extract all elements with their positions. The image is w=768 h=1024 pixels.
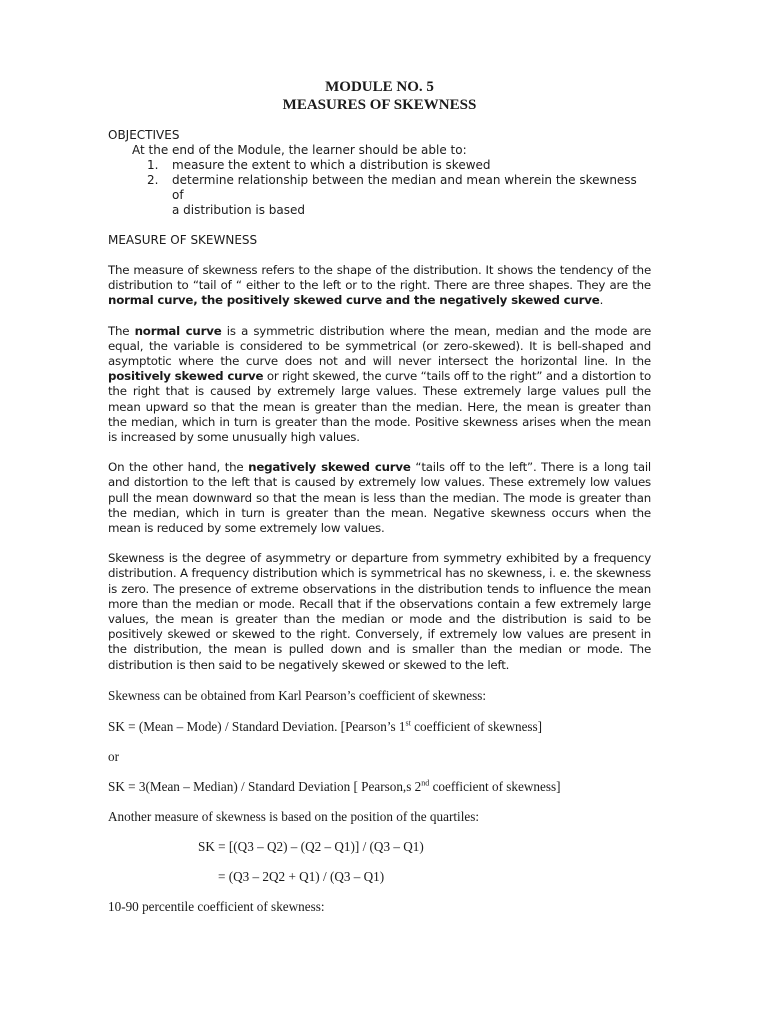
formula-pearson-second <box>108 779 651 795</box>
paragraph-intro <box>108 263 651 309</box>
objective-number: 1. <box>147 158 159 172</box>
objective-number: 2. <box>147 173 159 187</box>
formula-text: SK = (Mean – Mode) / Standard Deviation. [Pearson’s 1 <box>108 718 406 734</box>
paragraph-text: is a symmetric distribution where the mean, median and the mode are equal, the variable is considered to be symmetrical (or zero-skewed). It is bell-shaped and asymptotic where the curve does not and will never intersect the horizontal line. In the <box>108 323 652 369</box>
formula-superscript: nd <box>421 778 430 788</box>
quartile-intro: Another measure of skewness is based on the position of the quartiles: <box>108 808 480 824</box>
paragraph-bold-text: negatively skewed curve <box>248 460 411 475</box>
paragraph-text: “tails off to the left”. There is a long tail and distortion to the left that is caused by extremely low values. These extremely low values pull the mean downward so that the mean is less than the median. The mode is greater than the median, which in turn is greater than the mean. Negative skewness occurs when the mean is reduced by some extremely low values. <box>108 460 652 536</box>
quartile-formula: SK = [(Q3 – Q2) – (Q2 – Q1)] / (Q3 – Q1) <box>198 838 424 854</box>
paragraph-bold-text: normal curve <box>134 323 222 338</box>
title-block <box>108 78 651 114</box>
formula-superscript: st <box>405 718 411 728</box>
quartile-formula-simplified: = (Q3 – 2Q2 + Q1) / (Q3 – Q1) <box>218 868 385 884</box>
document-page <box>108 78 651 930</box>
objective-text: measure the extent to which a distribution is skewed <box>172 158 491 172</box>
paragraph-text: The measure of skewness refers to the shape of the distribution. It shows the tendency of the distribution to “tail of “ either to the left or to the right. There are three shapes. They are the <box>108 263 651 293</box>
paragraph-text: or right skewed, the curve “tails off to the right” and a distortion to the right that is caused by extremely large values. These extremely large values pull the mean upward so that the mean is greater than the median. Here, the mean is greater than the median, which in turn is greater than the mode. Positive skewness arises when the mean is increased by some unusually high values. <box>108 369 651 445</box>
objective-item <box>147 158 651 173</box>
paragraph-text: The <box>108 323 135 338</box>
formula-text: SK = 3(Mean – Median) / Standard Deviation [ Pearson,s 2 <box>108 778 422 794</box>
section-heading: MEASURE OF SKEWNESS <box>108 233 258 247</box>
pearson-intro: Skewness can be obtained from Karl Pearson’s coefficient of skewness: <box>108 687 487 703</box>
objective-text-continued: a distribution is based <box>172 203 305 217</box>
paragraph-bold-text: positively skewed curve <box>108 369 264 384</box>
objectives-list <box>108 158 651 218</box>
formula-text: coefficient of skewness] <box>410 718 543 734</box>
or-text: or <box>108 748 119 764</box>
formula-pearson-first <box>108 719 651 735</box>
objective-item <box>147 173 651 218</box>
objective-text: determine relationship between the median and mean wherein the skewness of <box>172 173 637 202</box>
paragraph-bold-text: normal curve, the positively skewed curve and the negatively skewed curve <box>108 293 600 308</box>
paragraph-text: . <box>599 293 604 308</box>
paragraph-normal-curve <box>108 324 651 446</box>
objectives-intro: At the end of the Module, the learner should be able to: <box>132 143 467 157</box>
percentile-heading: 10-90 percentile coefficient of skewness: <box>108 898 325 914</box>
paragraph-skewness-definition: Skewness is the degree of asymmetry or departure from symmetry exhibited by a frequency distribution. A frequency distribution which is symmetrical has no skewness, i. e. the skewness is zero. The presence of extreme observations in the distribution tends to influence the mean more than the median or mode. Recall that if the observations contain a few extremely large values, the mean is greater than the median or mode and the distribution is said to be positively skewed or skewed to the right. Conversely, if extremely low values are present in the distribution, the mean is pulled down and is smaller than the median or mode. The distribution is then said to be negatively skewed or skewed to the left. <box>108 551 651 672</box>
objectives-heading: OBJECTIVES <box>108 128 180 142</box>
module-title: MODULE NO. 5 <box>325 79 434 95</box>
paragraph-negative-skew <box>108 460 651 536</box>
paragraph-text: On the other hand, the <box>108 460 249 475</box>
formula-text: coefficient of skewness] <box>429 778 561 794</box>
module-subtitle: MEASURES OF SKEWNESS <box>282 97 477 113</box>
objectives-section <box>108 128 651 218</box>
